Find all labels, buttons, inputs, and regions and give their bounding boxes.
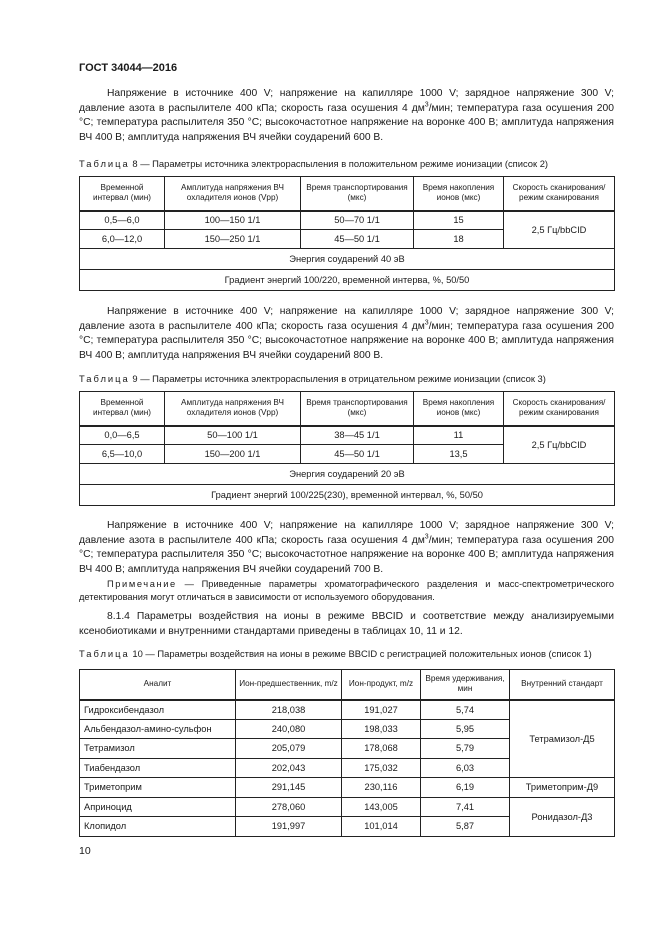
table-cell: 6,19 — [421, 778, 510, 798]
table-cell: 198,033 — [342, 719, 421, 739]
table-cell-analyte: Гидроксибендазол — [80, 700, 236, 720]
table-cell: 45—50 1/1 — [301, 445, 414, 464]
table-9-label: Таблица — [79, 373, 130, 384]
table-cell: 202,043 — [236, 758, 342, 778]
table-cell: 11 — [414, 426, 504, 445]
table-row — [80, 249, 615, 270]
note-text: — Приведенные параметры хроматографического разделения и масс-спектрометрического детектирования могут отличаться в зависимости от используемого оборудования. — [79, 579, 614, 602]
table-cell: 38—45 1/1 — [301, 426, 414, 445]
table-cell-standard: Тетрамизол-Д5 — [510, 700, 615, 778]
table-cell: 100—150 1/1 — [165, 211, 301, 230]
table-cell: 6,03 — [421, 758, 510, 778]
table-cell: 5,87 — [421, 817, 510, 837]
table-cell: 0,5—6,0 — [80, 211, 165, 230]
paragraph-4: 8.1.4 Параметры воздействия на ионы в режиме BBCID и соответствие между анализируемыми ксенобиотиками и внутренними стандартами приведены в таблицах 10, 11 и 12. — [79, 611, 614, 637]
table-cell: 50—100 1/1 — [165, 426, 301, 445]
table-cell: 278,060 — [236, 797, 342, 817]
table-cell-analyte: Триметоприм — [80, 778, 236, 798]
table-cell-analyte: Априноцид — [80, 797, 236, 817]
table-cell-gradient: Градиент энергий 100/220, временной интерва, %, 50/50 — [80, 270, 615, 291]
table-cell: 6,5—10,0 — [80, 445, 165, 464]
table-row — [80, 426, 615, 445]
table-row — [80, 211, 615, 230]
table-cell: 45—50 1/1 — [301, 230, 414, 249]
table-8-header-cell: Амплитуда напряжения ВЧ охладителя ионов (Vpp) — [165, 177, 301, 211]
table-cell: 191,027 — [342, 700, 421, 720]
table-row — [80, 464, 615, 485]
table-cell: 5,74 — [421, 700, 510, 720]
table-cell: 5,95 — [421, 719, 510, 739]
table-cell-analyte: Тетрамизол — [80, 739, 236, 759]
table-8-header-cell: Время накопления ионов (мкс) — [414, 177, 504, 211]
paragraph-3: Напряжение в источнике 400 V; напряжение на капилляре 1000 V; зарядное напряжение 300 V; давление азота в распылителе 400 кПа; скорость газа осушения 4 $дм^3$/мин; температура газа осушения 200 °С; температура распылителя 350 °С; высокочастотное напряжение на воронке 400 В; амплитуда напряжения ВЧ 400 В; амплитуда напряжения ВЧ ячейки соударений 700 В. — [79, 520, 614, 575]
table-8 — [79, 176, 615, 291]
table-cell: 6,0—12,0 — [80, 230, 165, 249]
table-10-caption-text: 10 — Параметры воздействия на ионы в режиме BBCID с регистрацией положительных ионов (список 1) — [132, 648, 592, 659]
page-number: 10 — [79, 845, 91, 857]
document-header: ГОСТ 34044—2016 — [79, 62, 178, 74]
table-cell: 150—200 1/1 — [165, 445, 301, 464]
table-cell: 13,5 — [414, 445, 504, 464]
table-row — [80, 270, 615, 291]
paragraph-1: Напряжение в источнике 400 V; напряжение на капилляре 1000 V; зарядное напряжение 300 V; давление азота в распылителе 400 кПа; скорость газа осушения 4 $дм^3$/мин; температура газа осушения 200 °С; температура распылителя 350 °С; высокочастотное напряжение на воронке 400 В; амплитуда напряжения ВЧ 400 В; амплитуда напряжения ВЧ ячейки соударений 600 В. — [79, 88, 614, 143]
table-cell: 240,080 — [236, 719, 342, 739]
note — [79, 578, 614, 603]
table-9-caption-text: 9 — Параметры источника электрораспыления в отрицательном режиме ионизации (список 3) — [132, 373, 546, 384]
table-cell-analyte: Альбендазол-амино-сульфон — [80, 719, 236, 739]
table-cell-energy: Энергия соударений 20 эВ — [80, 464, 615, 485]
table-cell: 101,014 — [342, 817, 421, 837]
table-cell-gradient: Градиент энергий 100/225(230), временной интервал, %, 50/50 — [80, 485, 615, 506]
table-cell: 143,005 — [342, 797, 421, 817]
table-cell: 175,032 — [342, 758, 421, 778]
table-cell: 18 — [414, 230, 504, 249]
table-cell: 7,41 — [421, 797, 510, 817]
table-cell-energy: Энергия соударений 40 эВ — [80, 249, 615, 270]
table-10-header-cell: Ион-продукт, m/z — [342, 670, 421, 700]
table-cell: 291,145 — [236, 778, 342, 798]
table-row — [80, 797, 615, 817]
table-cell-standard: Триметоприм-Д9 — [510, 778, 615, 798]
table-8-header-cell: Временной интервал (мин) — [80, 177, 165, 211]
table-cell: 150—250 1/1 — [165, 230, 301, 249]
table-cell: 191,997 — [236, 817, 342, 837]
table-9-caption — [79, 373, 614, 384]
table-cell: 178,068 — [342, 739, 421, 759]
table-cell: 5,79 — [421, 739, 510, 759]
table-10-header-cell: Время удерживания, мин — [421, 670, 510, 700]
table-cell-analyte: Тиабендазол — [80, 758, 236, 778]
table-9-header-cell: Амплитуда напряжения ВЧ охладителя ионов (Vpp) — [165, 392, 301, 426]
table-10-header-cell: Внутренний стандарт — [510, 670, 615, 700]
table-cell-scan-mode: 2,5 Гц/bbCID — [504, 211, 615, 249]
table-8-header-cell: Время транспортирования (мкс) — [301, 177, 414, 211]
table-10-header-cell: Ион-предшественник, m/z — [236, 670, 342, 700]
note-label: Примечание — [107, 579, 177, 589]
table-8-header-cell: Скорость сканирования/ режим сканирования — [504, 177, 615, 211]
table-9-header-cell: Временной интервал (мин) — [80, 392, 165, 426]
table-cell-scan-mode: 2,5 Гц/bbCID — [504, 426, 615, 464]
table-10-label: Таблица — [79, 648, 130, 659]
table-9 — [79, 391, 615, 506]
table-cell: 0,0—6,5 — [80, 426, 165, 445]
table-cell: 205,079 — [236, 739, 342, 759]
table-row — [80, 700, 615, 720]
table-10 — [79, 669, 615, 837]
table-10-caption — [79, 648, 614, 659]
table-8-caption — [79, 158, 614, 169]
table-cell: 15 — [414, 211, 504, 230]
table-9-header-cell: Время транспортирования (мкс) — [301, 392, 414, 426]
table-cell: 218,038 — [236, 700, 342, 720]
table-10-header-cell: Аналит — [80, 670, 236, 700]
paragraph-2: Напряжение в источнике 400 V; напряжение на капилляре 1000 V; зарядное напряжение 300 V; давление азота в распылителе 400 кПа; скорость газа осушения 4 $дм^3$/мин; температура газа осушения 200 °С; температура распылителя 350 °С; высокочастотное напряжение на воронке 400 В; амплитуда напряжения ВЧ 400 В; амплитуда напряжения ВЧ ячейки соударений 800 В. — [79, 306, 614, 361]
table-row — [80, 778, 615, 798]
table-8-caption-text: 8 — Параметры источника электрораспыления в положительном режиме ионизации (список 2) — [132, 158, 549, 169]
table-9-header-cell: Скорость сканирования/ режим сканирования — [504, 392, 615, 426]
table-cell-analyte: Клопидол — [80, 817, 236, 837]
table-cell: 50—70 1/1 — [301, 211, 414, 230]
table-row — [80, 485, 615, 506]
table-cell-standard: Ронидазол-Д3 — [510, 797, 615, 836]
table-8-label: Таблица — [79, 158, 130, 169]
table-9-header-cell: Время накопления ионов (мкс) — [414, 392, 504, 426]
table-cell: 230,116 — [342, 778, 421, 798]
